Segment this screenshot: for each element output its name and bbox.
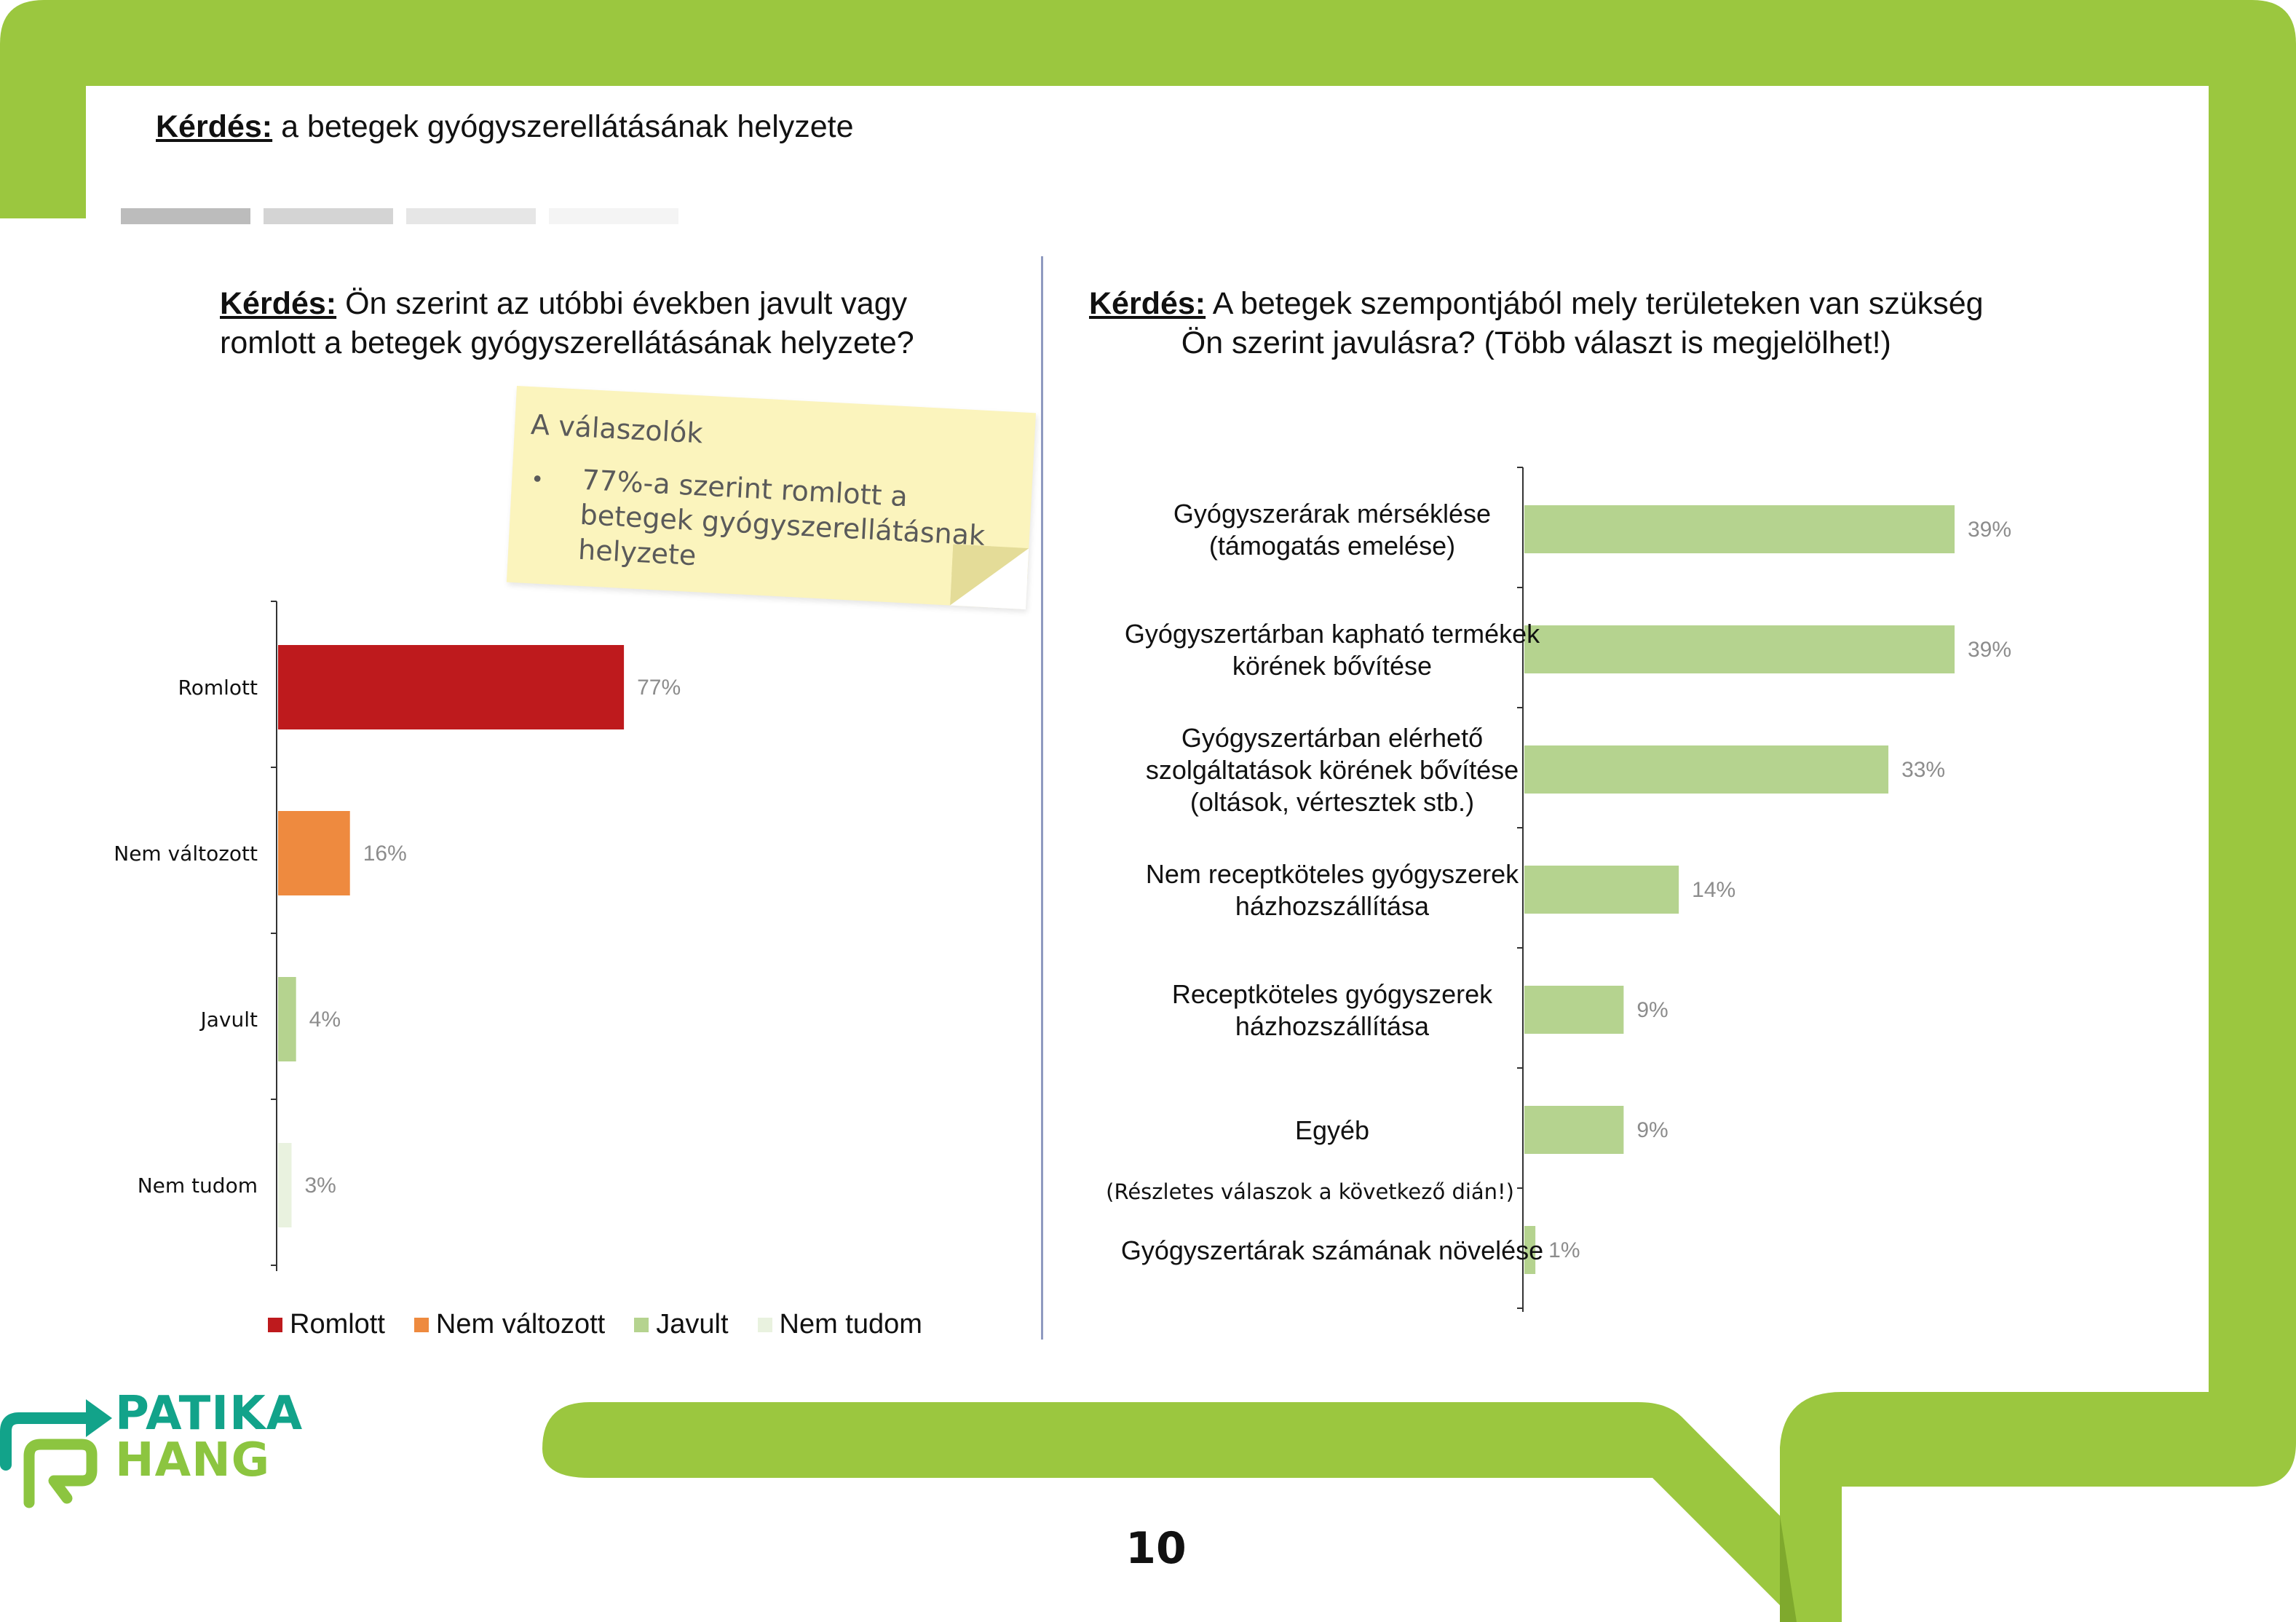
right-category-label-line: házhozszállítása: [1235, 1011, 1430, 1041]
logo-text-patika: PATIKA: [115, 1387, 304, 1441]
right-question-line1: A betegek szempontjából mely területeken van szükség: [1206, 286, 1984, 321]
right-bar-2: [1524, 625, 1955, 673]
right-category-label-line: Receptköteles gyógyszerek: [1171, 979, 1493, 1009]
patikahang-logo: [0, 1387, 304, 1513]
right-category-label-line: Gyógyszertárban elérhető: [1181, 723, 1484, 753]
right-category-label-line: (oltások, vértesztek stb.): [1189, 787, 1475, 817]
legend-label-nem-valtozott: Nem változott: [435, 1309, 606, 1340]
left-category-label: Nem tudom: [137, 1174, 258, 1198]
logo-text-hang: HANG: [115, 1433, 271, 1487]
question-label: Kérdés:: [156, 109, 273, 144]
note-bullet: •: [530, 467, 545, 494]
legend-label-romlott: Romlott: [290, 1309, 385, 1340]
right-category-label: [1146, 723, 1519, 817]
right-category-label-line: Gyógyszertárban kapható termékek: [1124, 619, 1540, 649]
left-value-label: 16%: [363, 842, 407, 866]
right-bar-3: [1524, 745, 1888, 794]
right-category-label: [1172, 979, 1493, 1041]
right-question-label: Kérdés:: [1089, 286, 1206, 321]
right-value-label: 14%: [1692, 878, 1736, 902]
right-question-line2: Ön szerint javulásra? (Több választ is megjelölhet!): [1181, 325, 1891, 360]
legend-label-nem-tudom: Nem tudom: [779, 1309, 922, 1340]
left-category-label: Romlott: [178, 676, 258, 700]
right-bar-4: [1524, 866, 1679, 914]
right-category-label: [1146, 859, 1519, 921]
left-question-line2: romlott a betegek gyógyszerellátásának helyzete?: [220, 325, 914, 360]
page-number: 10: [1125, 1523, 1187, 1574]
right-value-label: 9%: [1636, 1118, 1668, 1142]
left-question-line1: Ön szerint az utóbbi években javult vagy: [336, 286, 908, 321]
right-category-label: [1295, 1115, 1369, 1145]
left-value-label: 77%: [637, 676, 681, 700]
note-title: A válaszolók: [530, 408, 704, 450]
right-category-label-line: körének bővítése: [1232, 651, 1433, 681]
right-category-label: [1121, 1235, 1543, 1265]
left-value-label: 4%: [309, 1008, 341, 1032]
right-bar-1: [1524, 505, 1955, 553]
legend-label-javult: Javult: [656, 1309, 729, 1340]
right-category-label-line: Nem receptköteles gyógyszerek: [1145, 859, 1519, 889]
logo-bubble-icon: [29, 1444, 92, 1503]
right-category-label-line: házhozszállítása: [1235, 891, 1430, 921]
right-value-label: 1%: [1548, 1238, 1580, 1262]
note-text: 77%-a szerint romlott a betegek gyógyszerellátásnak helyzete: [577, 463, 986, 572]
left-question-label: Kérdés:: [220, 286, 337, 321]
right-category-label-line: Gyógyszertárak számának növelése: [1120, 1235, 1544, 1265]
right-category-label-line: szolgáltatások körének bővítése: [1145, 755, 1519, 785]
left-value-label: 3%: [304, 1174, 336, 1198]
right-value-label: 33%: [1901, 758, 1946, 782]
right-value-label: 39%: [1968, 518, 2012, 542]
right-category-label: [1173, 499, 1491, 561]
right-value-label: 9%: [1636, 998, 1668, 1022]
left-category-label: Javult: [200, 1008, 258, 1032]
left-category-label: Nem változott: [114, 842, 258, 866]
logo-arrow-head-icon: [86, 1399, 112, 1437]
right-bar-5: [1524, 986, 1623, 1034]
speech-arrow-icon: [0, 1389, 116, 1513]
question-text: a betegek gyógyszerellátásának helyzete: [272, 109, 854, 144]
right-category-label: [1125, 619, 1540, 681]
right-value-label: 39%: [1968, 638, 2012, 662]
right-category-label-line: Egyéb: [1294, 1115, 1370, 1145]
chart-footnote: (Részletes válaszok a következő dián!): [1106, 1179, 1514, 1204]
right-bar-6: [1524, 1106, 1623, 1154]
right-category-label-line: Gyógyszerárak mérséklése: [1173, 499, 1492, 529]
right-category-label-line: (támogatás emelése): [1208, 531, 1456, 561]
